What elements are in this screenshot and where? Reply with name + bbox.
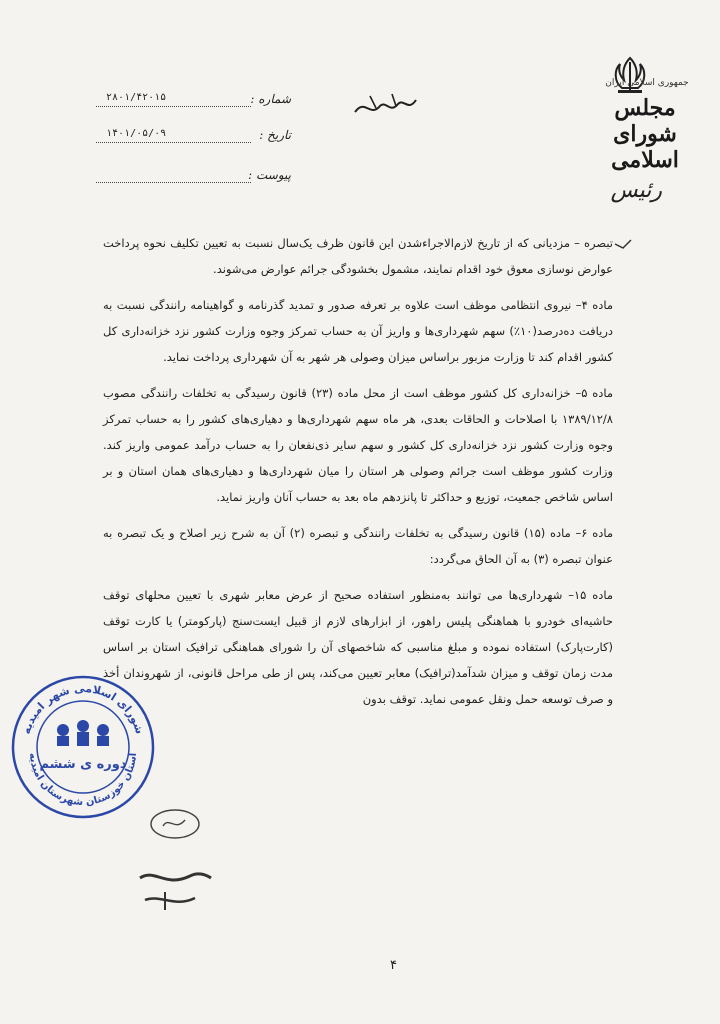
council-seal-stamp	[8, 672, 158, 822]
handwritten-signature	[135, 858, 215, 918]
paragraph-article-5: ماده ۵– خزانه‌داری کل کشور موظف است از محل ماده (۲۳) قانون رسیدگی به تخلفات رانندگی مصوب ۱۳۸۹/۱۲/۸ با اصلاحات و الحاقات بعدی، هر ماه سهم شهرداری‌ها و دهیاری‌های کشور را به حساب تمرکز وجوه وزارت کشور نزد خزانه‌داری کل کشور و سهم سایر ذی‌نفعان را به حساب درآمد عمومی واریز کند. وزارت کشور موظف است جرائم وصولی هر استان را میان شهرداری‌ها و دهیاری‌های همان استان و بر اساس شاخص جمعیت، توزیع و حداکثر تا پانزدهم ماه بعد به حساب آنان واریز نماید.	[103, 386, 613, 504]
handwritten-note	[145, 804, 205, 844]
attachment-label: پیوست :	[248, 168, 291, 182]
president-label: رئیس	[610, 178, 662, 203]
number-value: ۲۸۰۱/۴۲۰۱۵	[106, 92, 167, 103]
majlis-title: مجلس شورای اسلامی	[611, 95, 679, 173]
number-field	[96, 92, 291, 112]
seal-bottom-text: استان خوزستان شهرستان امیدیه	[26, 752, 140, 809]
paragraph-article-6: ماده ۶– ماده (۱۵) قانون رسیدگی به تخلفات رانندگی و تبصره (۲) آن به شرح زیر اصلاح و یک تبصره به عنوان تبصره (۳) به آن الحاق می‌گردد:	[103, 526, 613, 566]
letter-body	[103, 230, 613, 722]
attachment-field	[96, 168, 291, 188]
date-field	[96, 128, 291, 148]
seal-top-text: شورای اسلامی شهر امیدیه	[19, 681, 147, 736]
date-value: ۱۴۰۱/۰۵/۰۹	[106, 128, 167, 139]
republic-title: جمهوری اسلامی ایران	[605, 78, 689, 88]
page-number: ۴	[390, 958, 397, 973]
basmala-calligraphy	[350, 88, 420, 124]
paragraph-article-15: ماده ۱۵– شهرداری‌ها می توانند به‌منظور استفاده صحیح از عرض معابر شهری با تعیین محلهای توقف حاشیه‌ای خودرو با هماهنگی پلیس راهور، از ابزارهای لازم از قبیل ایست‌سنج (پارکومتر) یا کارت توقف (کارت‌پارک) استفاده نموده و مبلغ مناسبی که شاخصهای آن را شورای هماهنگی ترافیک استان بر اساس مدت زمان توقف و میزان شدآمد(ترافیک) معابر تعیین می‌کند، پس از طی مراحل قانونی، از شهروندان أخذ و صرف توسعه حمل ونقل عمومی نماید. توقف بدون	[103, 588, 614, 706]
seal-middle-text: دوره ی ششم	[39, 757, 127, 772]
number-label: شماره :	[250, 92, 291, 106]
paragraph-article-4: ماده ۴– نیروی انتظامی موظف است علاوه بر تعرفه صدور و تمدید گذرنامه و گواهینامه رانندگی نسبت به دریافت ده‌درصد(۱۰٪) سهم شهرداری‌ها و واریز آن به حساب تمرکز وجوه وزارت کشور نزد خزانه‌داری کل کشور اقدام کند تا وزارت مزبور براساس میزان وصولی هر شهر به آن شهرداری پرداخت نماید.	[103, 298, 613, 364]
paragraph-note: تبصره – مزدیانی که از تاریخ لازم‌الاجراءشدن این قانون ظرف یک‌سال نسبت به تعیین تکلیف نحوه پرداخت عوارض نوسازی معوق خود اقدام نمایند، مشمول بخشودگی جرائم عوارض می‌شوند.	[103, 236, 613, 276]
margin-tick-mark	[613, 238, 633, 250]
date-label: تاریخ :	[259, 128, 291, 142]
